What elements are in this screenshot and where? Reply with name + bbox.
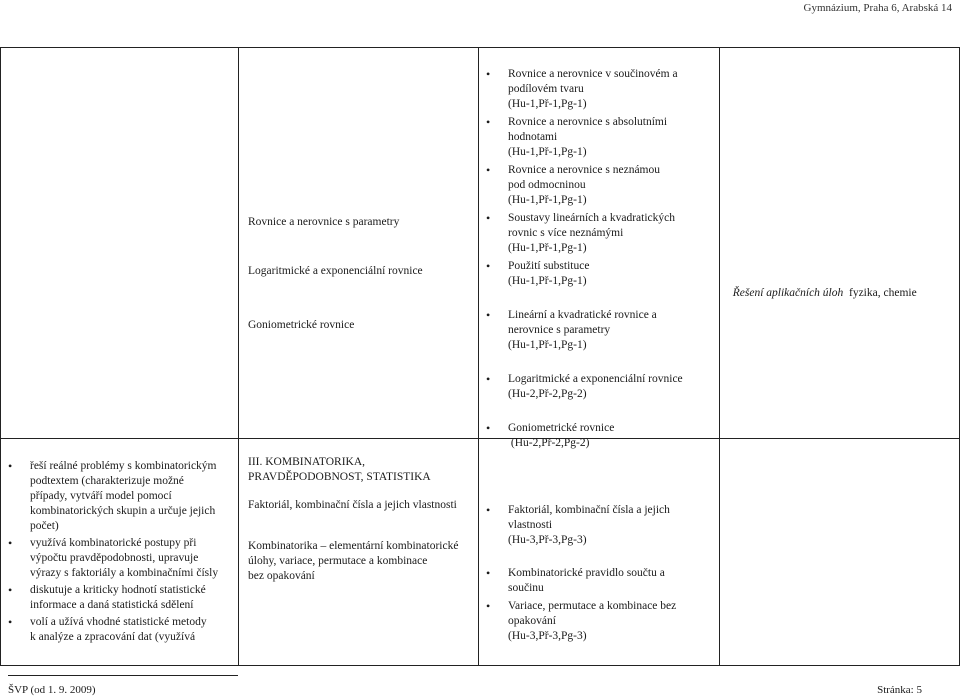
row1-content	[486, 67, 716, 451]
bullet-icon: •	[486, 67, 491, 81]
row-divider	[0, 438, 960, 439]
topic: Rovnice a nerovnice s parametry	[248, 216, 400, 228]
topic: Logaritmické a exponenciální rovnice	[248, 265, 423, 277]
bullet-icon: •	[486, 566, 491, 580]
bullet-icon: •	[8, 615, 13, 629]
list-item: • Lineární a kvadratické rovnice a nerovnice s parametry (Hu-1,Př-1,Pg-1)	[486, 308, 657, 351]
table-border-bottom	[0, 665, 960, 666]
bullet-icon: •	[486, 503, 491, 517]
list-item: • řeší reálné problémy s kombinatorickým podtextem (charakterizuje možné případy, vytváří model pomocí kombinatorických skupin a určuje jejich počet)	[8, 459, 217, 532]
table-divider-3	[719, 47, 720, 665]
list-item: • Logaritmické a exponenciální rovnice (Hu-2,Př-2,Pg-2)	[486, 372, 683, 400]
table-border-top	[0, 47, 960, 48]
footer-version: ŠVP (od 1. 9. 2009)	[8, 684, 96, 696]
footer-rule	[8, 675, 238, 676]
topic: Goniometrické rovnice	[248, 319, 355, 331]
bullet-icon: •	[8, 459, 13, 473]
topic: Kombinatorika – elementární kombinatorické	[248, 540, 459, 552]
section-heading: PRAVDĚPODOBNOST, STATISTIKA	[248, 471, 431, 483]
subjects: fyzika, chemie	[843, 287, 917, 299]
bullet-icon: •	[486, 308, 491, 322]
table-divider-2	[478, 47, 479, 665]
bullet-icon: •	[8, 536, 13, 550]
list-item: • Rovnice a nerovnice v součinovém a podílovém tvaru (Hu-1,Př-1,Pg-1)	[486, 67, 678, 110]
list-item: • využívá kombinatorické postupy při výpočtu pravděpodobnosti, upravuje výrazy s faktoriály a kombinačními čísly	[8, 536, 219, 579]
list-item: • Variace, permutace a kombinace bez opakování (Hu-3,Př-3,Pg-3)	[486, 599, 677, 642]
bullet-icon: •	[486, 372, 491, 386]
list-item: • diskutuje a kriticky hodnotí statistické informace a daná statistická sdělení	[8, 583, 206, 611]
footer-page-number: Stránka: 5	[877, 684, 922, 696]
list-item: • volí a užívá vhodné statistické metody k analýze a zpracování dat (využívá	[8, 615, 207, 643]
application-label: Řešení aplikačních úloh	[732, 287, 844, 299]
row1-crosscurricular	[727, 271, 957, 301]
row2-topics	[248, 455, 476, 584]
bullet-icon: •	[486, 599, 491, 613]
list-item: • Rovnice a nerovnice s neznámou pod odmocninou (Hu-1,Př-1,Pg-1)	[486, 163, 660, 206]
section-heading: III. KOMBINATORIKA,	[248, 456, 366, 468]
bullet-icon: •	[486, 163, 491, 177]
row2-outcomes	[8, 459, 236, 645]
list-item: • Použití substituce (Hu-1,Př-1,Pg-1)	[486, 259, 590, 287]
list-item: • Rovnice a nerovnice s absolutními hodnotami (Hu-1,Př-1,Pg-1)	[486, 115, 668, 158]
bullet-icon: •	[486, 259, 491, 273]
topic: bez opakování	[248, 570, 315, 582]
bullet-icon: •	[8, 583, 13, 597]
row2-content	[486, 503, 716, 644]
list-item: • Faktoriál, kombinační čísla a jejich vlastnosti (Hu-3,Př-3,Pg-3)	[486, 503, 670, 546]
bullet-icon: •	[486, 421, 491, 435]
list-item: • Kombinatorické pravidlo součtu a součinu	[486, 566, 665, 594]
table-divider-1	[238, 47, 239, 665]
page-header: Gymnázium, Praha 6, Arabská 14	[803, 2, 952, 14]
list-item: • Soustavy lineárních a kvadratických rovnic s více neznámými (Hu-1,Př-1,Pg-1)	[486, 211, 676, 254]
table-border-left	[0, 47, 1, 665]
topic: úlohy, variace, permutace a kombinace	[248, 555, 428, 567]
row1-topics	[248, 215, 473, 333]
bullet-icon: •	[486, 115, 491, 129]
topic: Faktoriál, kombinační čísla a jejich vlastnosti	[248, 499, 457, 511]
list-item: • Goniometrické rovnice (Hu-2,Př-2,Pg-2)	[486, 421, 615, 449]
bullet-icon: •	[486, 211, 491, 225]
